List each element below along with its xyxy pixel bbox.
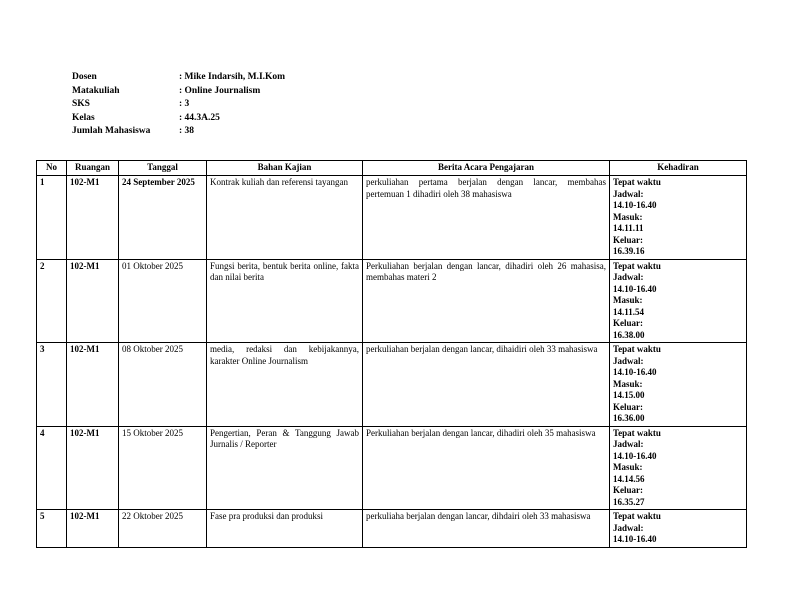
attendance-out-value: 16.36.00 [613,413,645,423]
cell-topic: media, redaksi dan kebijakannya, karakter Online Journalism [207,343,363,427]
info-row-course [72,85,285,99]
attendance-out-label: Keluar: [613,234,643,245]
attendance-schedule-value: 14.10-16.40 [613,283,657,294]
attendance-in-label: Masuk: [613,462,643,472]
attendance-out-value: 16.38.00 [613,329,645,340]
info-label: Matakuliah [72,85,120,96]
attendance-schedule-label: Jadwal: [613,355,644,366]
cell-attendance [610,510,747,548]
table-row [37,343,747,427]
cell-room: 102-M1 [67,510,119,548]
info-label: Jumlah Mahasiswa [72,126,151,136]
attendance-out-value: 16.35.27 [613,496,645,507]
info-row-lecturer [72,71,285,85]
attendance-status: Tepat waktu [613,511,661,521]
table-row [37,510,747,548]
cell-date: 22 Oktober 2025 [119,510,207,548]
column-header-attendance: Kehadiran [610,161,747,176]
column-header-no: No [37,161,67,176]
cell-room: 102-M1 [67,343,119,427]
table-row [37,426,747,510]
column-header-topic: Bahan Kajian [207,161,363,176]
cell-report: perkuliahan berjalan dengan lancar, dihaidiri oleh 33 mahasiswa [363,343,610,427]
attendance-in-label: Masuk: [613,378,643,389]
info-row-credits [72,98,285,112]
attendance-in-value: 14.11.11 [613,223,644,233]
cell-report: perkuliahan pertama berjalan dengan lancar, membahas pertemuan 1 dihadiri oleh 38 mahasiswa [363,176,610,260]
info-label: SKS [72,99,90,109]
attendance-out-value: 16.39.16 [613,246,645,256]
attendance-in-value: 14.15.00 [613,390,645,400]
attendance-status: Tepat waktu [613,427,661,438]
cell-no: 2 [37,259,67,343]
column-header-room: Ruangan [67,161,119,176]
attendance-schedule-label: Jadwal: [613,522,644,533]
attendance-out-label: Keluar: [613,485,643,495]
attendance-in-label: Masuk: [613,295,643,305]
info-value: : 3 [179,99,190,109]
attendance-schedule-value: 14.10-16.40 [613,200,657,210]
cell-attendance [610,426,747,510]
cell-report: perkuliaha berjalan dengan lancar, dihdairi oleh 33 mahasiswa [363,510,610,548]
cell-room: 102-M1 [67,259,119,343]
cell-attendance [610,259,747,343]
attendance-schedule-label: Jadwal: [613,272,644,282]
attendance-schedule-value: 14.10-16.40 [613,534,657,544]
cell-no: 4 [37,426,67,510]
attendance-in-label: Masuk: [613,211,643,222]
attendance-status: Tepat waktu [613,344,661,354]
table-row [37,259,747,343]
table-header-row [37,161,747,176]
cell-topic: Kontrak kuliah dan referensi tayangan [207,176,363,260]
info-label: Kelas [72,112,95,123]
attendance-out-label: Keluar: [613,318,643,328]
attendance-in-value: 14.14.56 [613,473,645,484]
cell-room: 102-M1 [67,426,119,510]
lecture-info-header [72,71,285,139]
cell-report: Perkuliahan berjalan dengan lancar, dihadiri oleh 35 mahasiswa [363,426,610,510]
info-value: : 44.3A.25 [179,112,220,123]
info-value: : 38 [179,126,195,136]
cell-date: 15 Oktober 2025 [119,426,207,510]
column-header-report: Berita Acara Pengajaran [363,161,610,176]
cell-attendance [610,176,747,260]
info-value: : Online Journalism [179,85,261,96]
cell-no: 1 [37,176,67,260]
attendance-status: Tepat waktu [613,260,661,271]
cell-topic: Fungsi berita, bentuk berita online, fakta dan nilai berita [207,259,363,343]
info-label: Dosen [72,72,97,82]
info-row-students [72,125,285,139]
teaching-log-table [36,160,747,548]
cell-date: 24 September 2025 [119,176,207,260]
cell-room: 102-M1 [67,176,119,260]
attendance-schedule-value: 14.10-16.40 [613,367,657,377]
cell-no: 3 [37,343,67,427]
attendance-status: Tepat waktu [613,177,661,187]
attendance-schedule-label: Jadwal: [613,188,644,199]
cell-topic: Pengertian, Peran & Tanggung Jawab Jurnalis / Reporter [207,426,363,510]
cell-no: 5 [37,510,67,548]
cell-date: 08 Oktober 2025 [119,343,207,427]
column-header-date: Tanggal [119,161,207,176]
cell-topic: Fase pra produksi dan produksi [207,510,363,548]
cell-date: 01 Oktober 2025 [119,259,207,343]
attendance-out-label: Keluar: [613,401,643,412]
cell-attendance [610,343,747,427]
info-value: : Mike Indarsih, M.I.Kom [179,72,286,82]
table-row [37,176,747,260]
cell-report: Perkuliahan berjalan dengan lancar, dihadiri oleh 26 mahasisa, membahas materi 2 [363,259,610,343]
attendance-schedule-label: Jadwal: [613,439,644,449]
attendance-in-value: 14.11.54 [613,306,645,317]
attendance-schedule-value: 14.10-16.40 [613,450,657,461]
info-row-class [72,112,285,126]
